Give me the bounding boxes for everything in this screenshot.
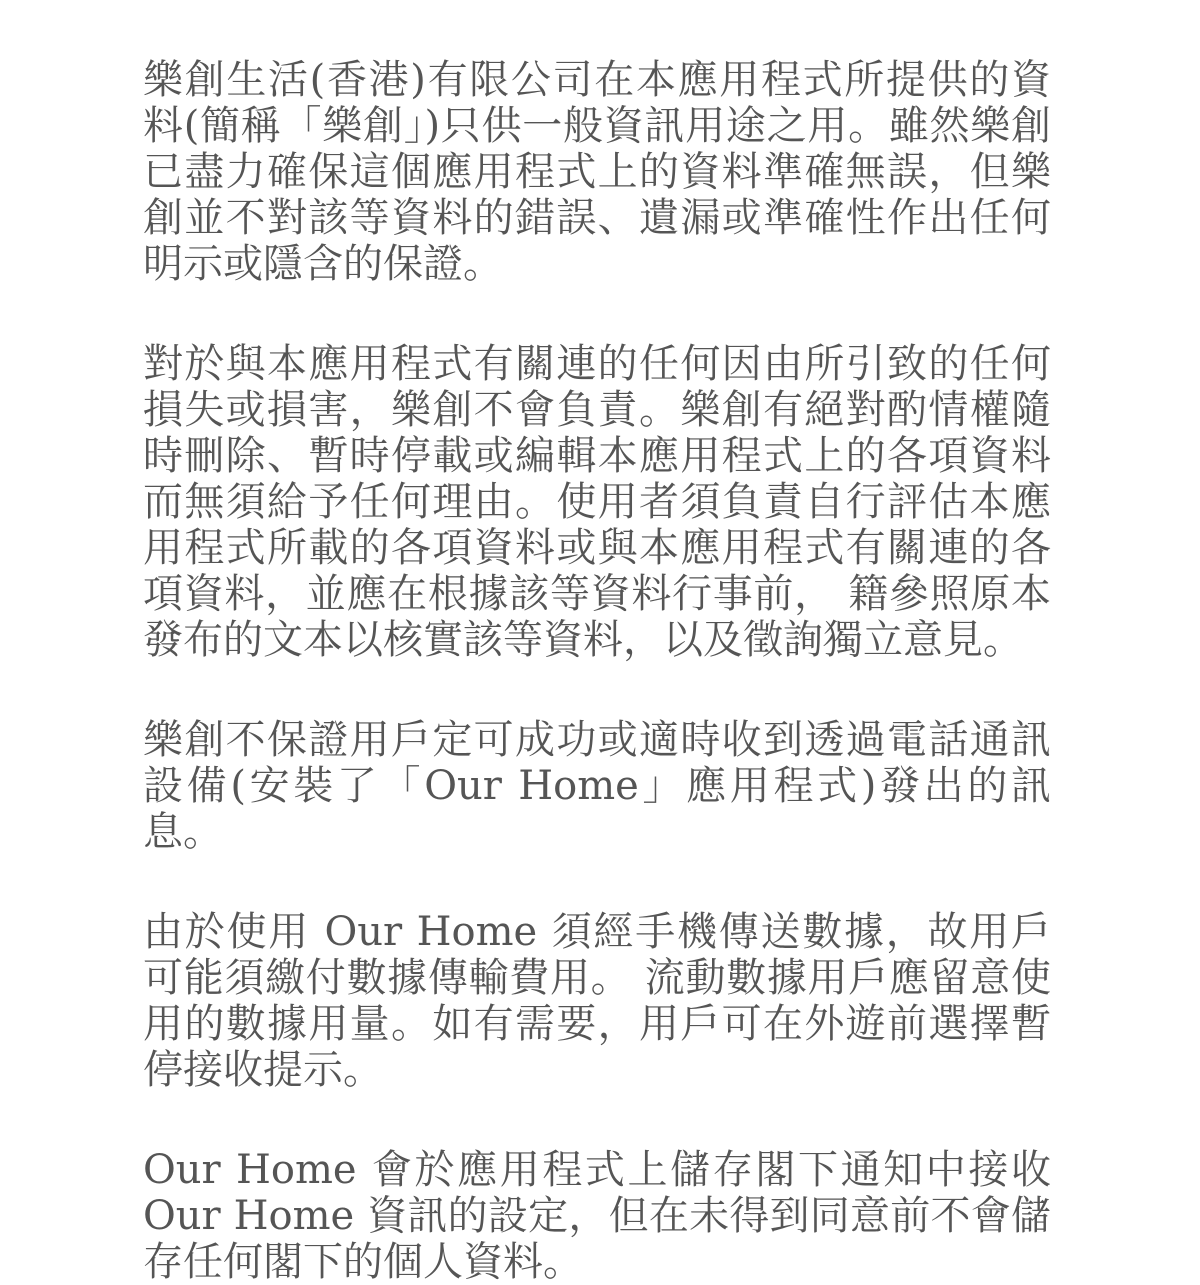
disclaimer-paragraph-accuracy: 樂創生活(香港)有限公司在本應用程式所提供的資料(簡稱「樂創」)只供一般資訊用途之用。雖然樂創已盡力確保這個應用程式上的資料準確無誤，但樂創並不對該等資料的錯誤、遺漏或準確性作出任何明示或隱含的保證。 [143,57,1051,287]
disclaimer-paragraph-privacy: Our Home 會於應用程式上儲存閣下通知中接收 Our Home 資訊的設定，但在未得到同意前不會儲存任何閣下的個人資料。 [143,1147,1051,1285]
disclaimer-paragraph-liability: 對於與本應用程式有關連的任何因由所引致的任何損失或損害，樂創不會負責。樂創有絕對酌情權隨時刪除、暫時停載或編輯本應用程式上的各項資料而無須給予任何理由。使用者須負責自行評估本應用程式所載的各項資料或與本應用程式有關連的各項資料，並應在根據該等資料行事前， 籍參照原本發布的文本以核實該等資料，以及徵詢獨立意見。 [143,341,1051,663]
disclaimer-paragraph-data-charges: 由於使用 Our Home 須經手機傳送數據，故用戶可能須繳付數據傳輸費用。 流動數據用戶應留意使用的數據用量。如有需要，用戶可在外遊前選擇暫停接收提示。 [143,909,1051,1093]
disclaimer-paragraph-messages: 樂創不保證用戶定可成功或適時收到透過電話通訊設備(安裝了「Our Home」應用程式)發出的訊息。 [143,717,1051,855]
disclaimer-document [143,57,1051,1285]
